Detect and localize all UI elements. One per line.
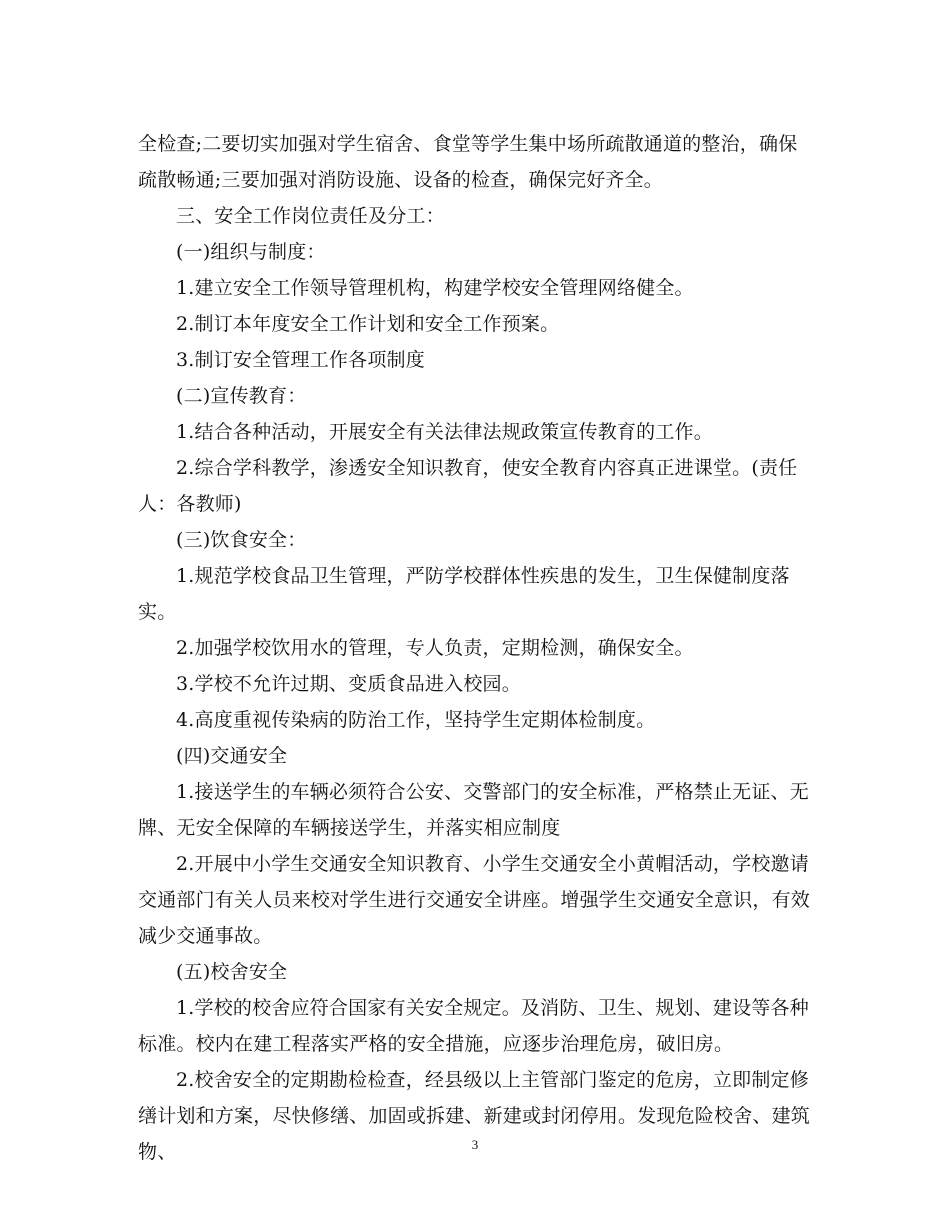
list-item: 2.制订本年度安全工作计划和安全工作预案。	[176, 313, 560, 335]
subsection-heading-5: (五)校舍安全	[176, 961, 288, 983]
section-heading-3: 三、安全工作岗位责任及分工：	[176, 205, 445, 227]
paragraph-1: 全检查;二要切实加强对学生宿舍、食堂等学生集中场所疏散通道的整治，确保疏散畅通;三要加强对消防设施、设备的检查，确保完好齐全。	[138, 133, 798, 191]
list-item: 2.校舍安全的定期勘检检查，经县级以上主管部门鉴定的危房，立即制定修缮计划和方案，尽快修缮、加固或拆建、新建或封闭停用。发现危险校舍、建筑物、	[138, 1069, 811, 1163]
list-item: 4.高度重视传染病的防治工作，坚持学生定期体检制度。	[176, 709, 656, 731]
subsection-heading-4: (四)交通安全	[176, 745, 288, 767]
list-item: 1.建立安全工作领导管理机构，构建学校安全管理网络健全。	[176, 277, 694, 299]
list-item: 2.加强学校饮用水的管理，专人负责，定期检测，确保安全。	[176, 637, 694, 659]
list-item: 1.结合各种活动，开展安全有关法律法规政策宣传教育的工作。	[176, 421, 713, 443]
subsection-heading-1: (一)组织与制度：	[176, 241, 326, 263]
list-item: 3.学校不允许过期、变质食品进入校园。	[176, 673, 521, 695]
page-number: 3	[471, 1137, 479, 1152]
list-item: 2.综合学科教学，渗透安全知识教育，使安全教育内容真正进课堂。(责任人：各教师)	[138, 457, 798, 515]
list-item: 2.开展中小学生交通安全知识教育、小学生交通安全小黄帽活动，学校邀请交通部门有关人员来校对学生进行交通安全讲座。增强学生交通安全意识，有效减少交通事故。	[138, 853, 811, 947]
list-item: 1.学校的校舍应符合国家有关安全规定。及消防、卫生、规划、建设等各种标准。校内在建工程落实严格的安全措施，应逐步治理危房，破旧房。	[138, 997, 809, 1055]
subsection-heading-3: (三)饮食安全：	[176, 529, 307, 551]
list-item: 3.制订安全管理工作各项制度	[176, 349, 425, 371]
subsection-heading-2: (二)宣传教育：	[176, 385, 307, 407]
document-body	[138, 126, 814, 1170]
list-item: 1.接送学生的车辆必须符合公安、交警部门的安全标准，严格禁止无证、无牌、无安全保障的车辆接送学生，并落实相应制度	[138, 781, 809, 839]
list-item: 1.规范学校食品卫生管理，严防学校群体性疾患的发生，卫生保健制度落实。	[138, 565, 790, 623]
